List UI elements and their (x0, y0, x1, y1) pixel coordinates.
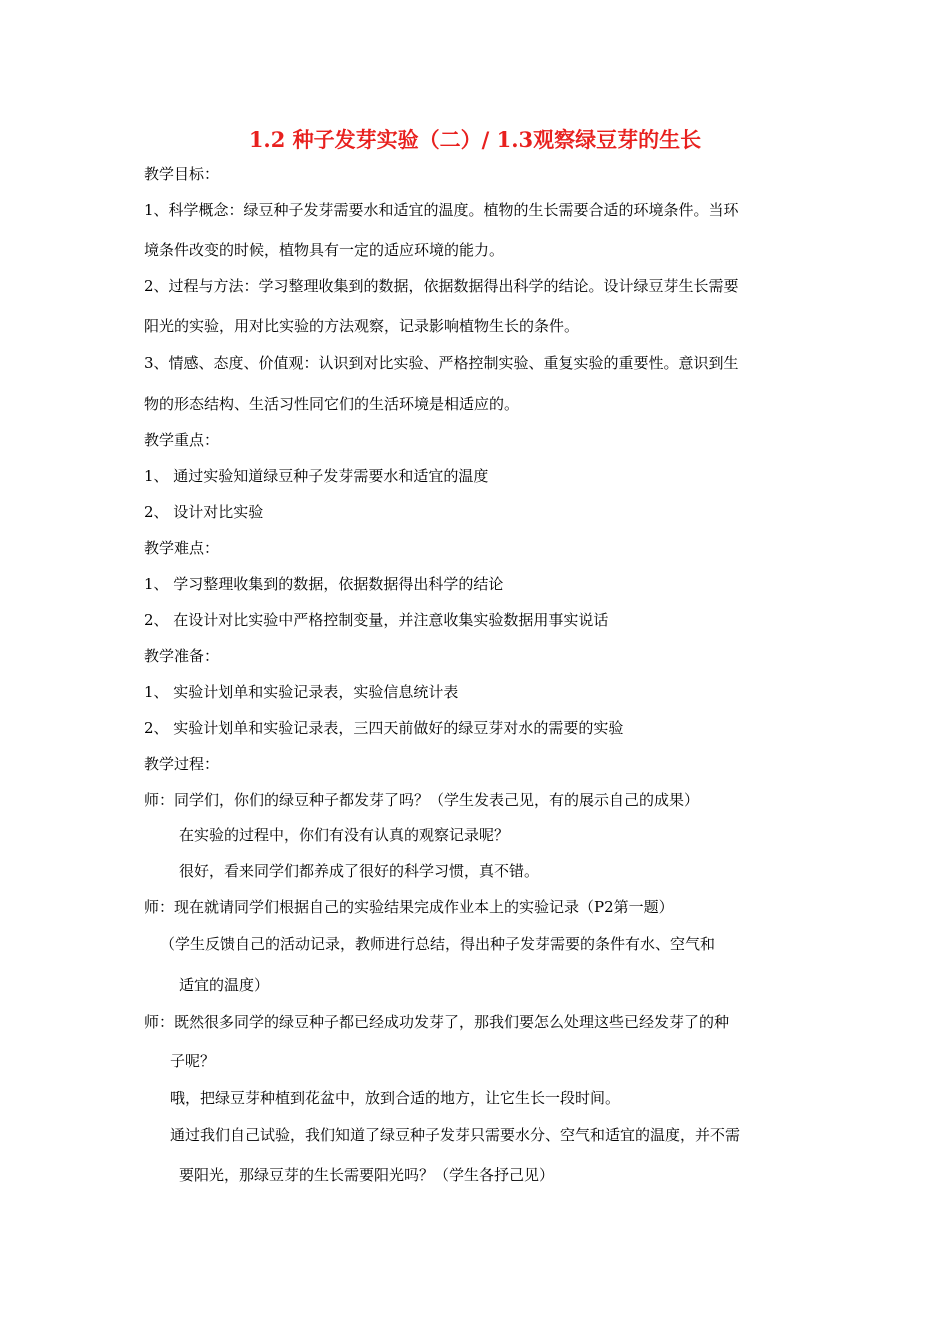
objective-3-line-1: 3、情感、态度、价值观：认识到对比实验、严格控制实验、重复实验的重要性。意识到生 (144, 354, 739, 372)
heading-key-points: 教学重点： (144, 431, 220, 449)
difficulty-2: 2、 在设计对比实验中严格控制变量，并注意收集实验数据用事实说话 (144, 611, 609, 629)
process-line-7: 师：既然很多同学的绿豆种子都已经成功发芽了，那我们要怎么处理这些已经发芽了的种 (144, 1013, 730, 1031)
key-point-2: 2、 设计对比实验 (144, 503, 264, 521)
preparation-1: 1、 实验计划单和实验记录表，实验信息统计表 (144, 683, 459, 701)
objective-2-line-1: 2、过程与方法：学习整理收集到的数据，依据数据得出科学的结论。设计绿豆芽生长需要 (144, 277, 739, 295)
preparation-2: 2、 实验计划单和实验记录表，三四天前做好的绿豆芽对水的需要的实验 (144, 719, 624, 737)
process-line-5: （学生反馈自己的活动记录，教师进行总结，得出种子发芽需要的条件有水、空气和 (160, 935, 716, 953)
key-point-1: 1、 通过实验知道绿豆种子发芽需要水和适宜的温度 (144, 467, 489, 485)
document-title: 1.2 种子发芽实验（二）/ 1.3观察绿豆芽的生长 (248, 127, 702, 152)
objective-2-line-2: 阳光的实验，用对比实验的方法观察，记录影响植物生长的条件。 (144, 317, 580, 335)
difficulty-1: 1、 学习整理收集到的数据，依据数据得出科学的结论 (144, 575, 504, 593)
process-line-1: 师：同学们，你们的绿豆种子都发芽了吗？（学生发表己见，有的展示自己的成果） (144, 791, 700, 809)
process-line-3: 很好，看来同学们都养成了很好的科学习惯，真不错。 (179, 862, 540, 880)
objective-3-line-2: 物的形态结构、生活习性同它们的生活环境是相适应的。 (144, 395, 520, 413)
process-line-9: 哦，把绿豆芽种植到花盆中，放到合适的地方，让它生长一段时间。 (170, 1089, 621, 1107)
objective-1-line-1: 1、科学概念：绿豆种子发芽需要水和适宜的温度。植物的生长需要合适的环境条件。当环 (144, 201, 739, 219)
process-line-11: 要阳光，那绿豆芽的生长需要阳光吗？（学生各抒己见） (179, 1166, 555, 1184)
objective-1-line-2: 境条件改变的时候，植物具有一定的适应环境的能力。 (144, 241, 505, 259)
heading-process: 教学过程： (144, 755, 220, 773)
process-line-10: 通过我们自己试验，我们知道了绿豆种子发芽只需要水分、空气和适宜的温度，并不需 (170, 1126, 741, 1144)
process-line-8: 子呢？ (170, 1052, 216, 1070)
process-line-4: 师：现在就请同学们根据自己的实验结果完成作业本上的实验记录（P2第一题） (144, 898, 674, 916)
heading-difficulties: 教学难点： (144, 539, 220, 557)
heading-objectives: 教学目标： (144, 165, 220, 183)
heading-preparation: 教学准备： (144, 647, 220, 665)
process-line-6: 适宜的温度） (179, 976, 270, 994)
process-line-2: 在实验的过程中，你们有没有认真的观察记录呢？ (179, 826, 510, 844)
